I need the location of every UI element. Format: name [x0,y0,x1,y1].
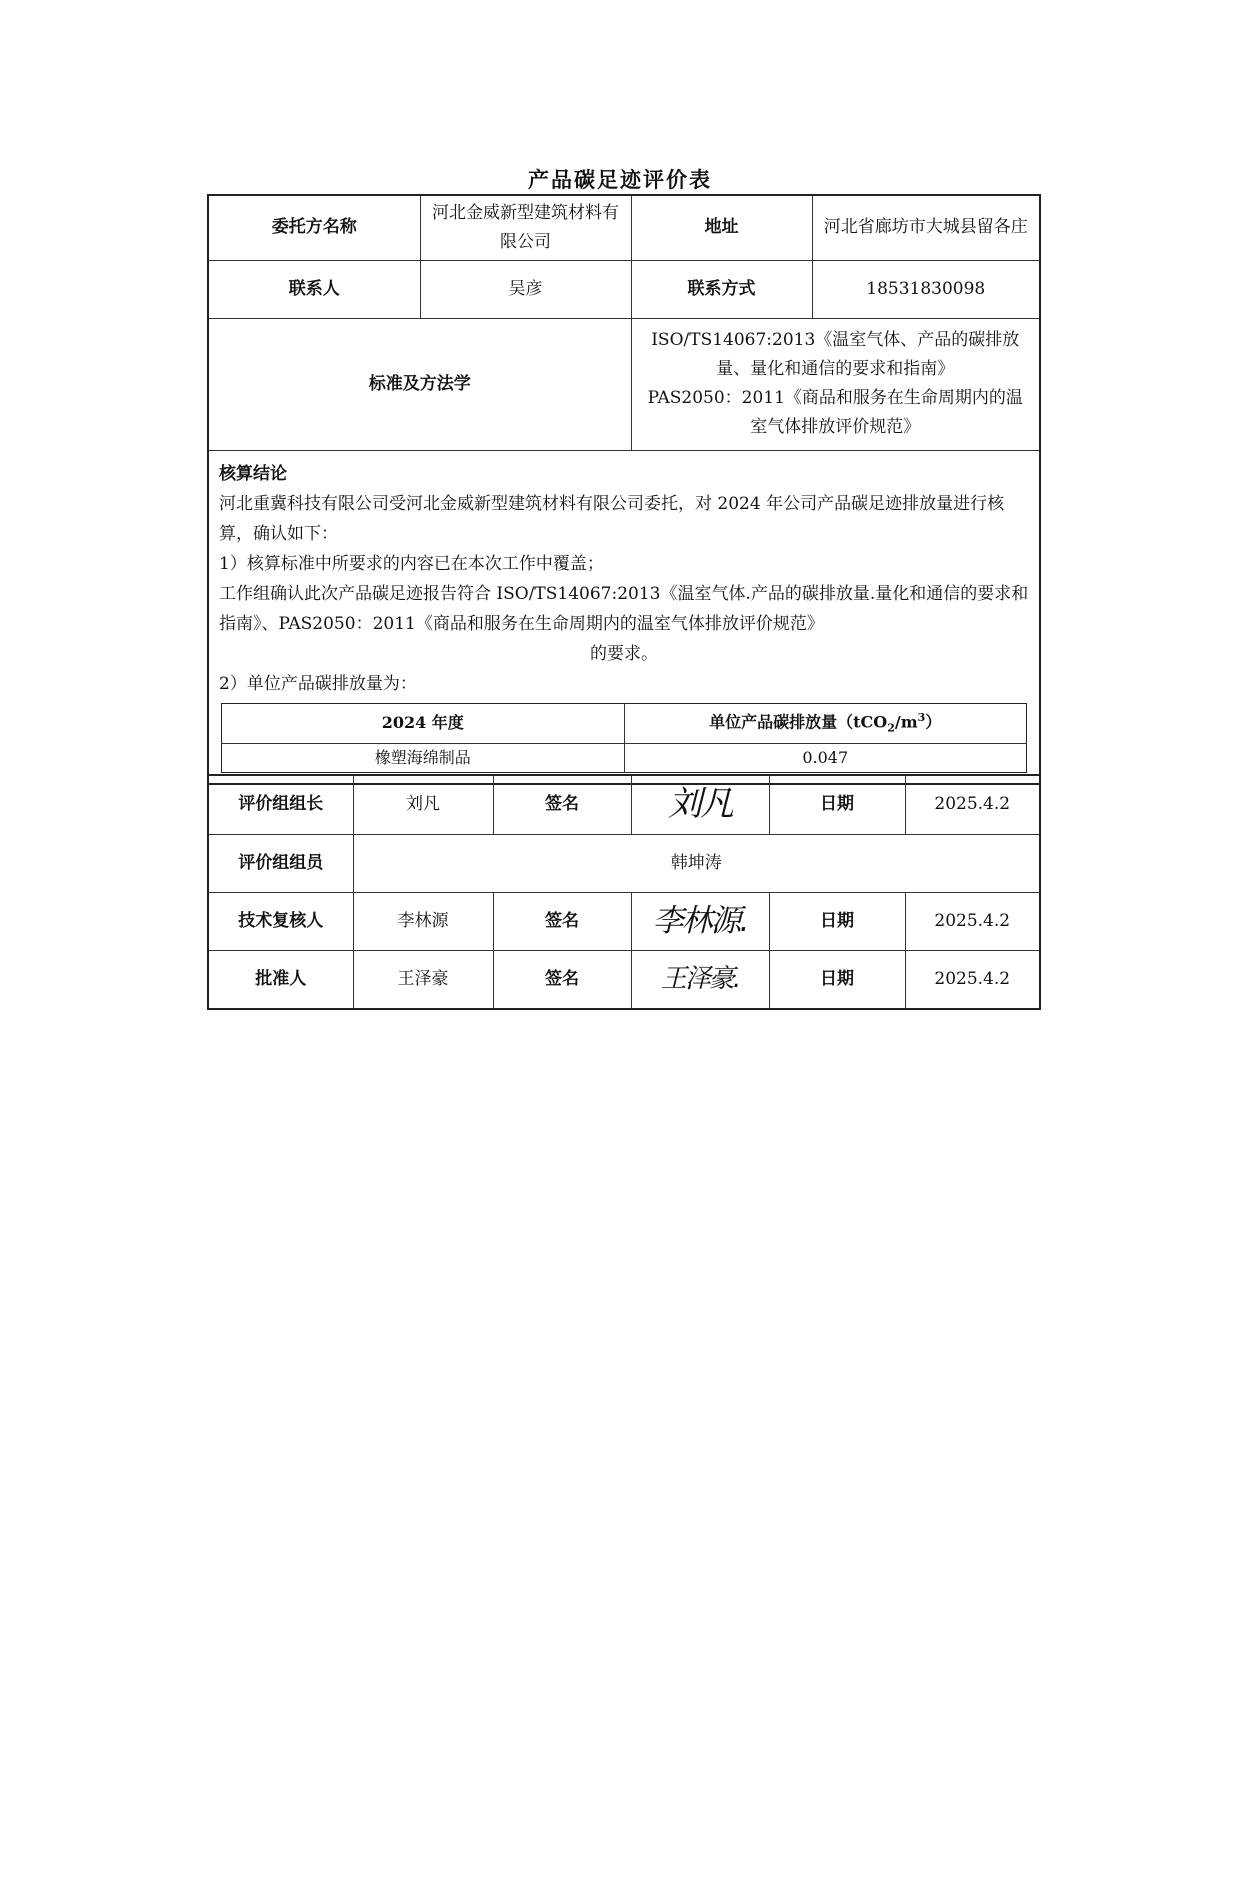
role-label: 评价组组长 [209,776,353,834]
address-value: 河北省廊坊市大城县留各庄 [812,196,1039,260]
unit-prefix: 单位产品碳排放量（tCO [709,712,888,732]
contact-label: 联系人 [209,260,420,318]
contact-method-label: 联系方式 [631,260,812,318]
date-label: 日期 [769,776,905,834]
signoff-row-member [209,834,1039,892]
info-table-frame [207,194,1041,785]
signoff-table-frame [207,774,1041,1010]
sign-label: 签名 [493,892,631,950]
conclusion-item-1: 1）核算标准中所要求的内容已在本次工作中覆盖； [219,554,604,574]
handwritten-signature: 刘凡 [631,776,769,834]
person-name: 李林源 [353,892,493,950]
emission-col-year: 2024 年度 [222,704,625,744]
signoff-row-reviewer [209,892,1039,950]
signoff-row-approver [209,950,1039,1008]
person-name: 刘凡 [353,776,493,834]
contact-value: 吴彦 [420,260,631,318]
emission-table [221,703,1027,773]
date-value: 2025.4.2 [905,892,1039,950]
standards-row [209,318,1039,450]
emission-data-row [222,743,1027,772]
emission-col-unit [624,704,1027,744]
sign-label: 签名 [493,776,631,834]
signoff-row-leader [209,776,1039,834]
role-label: 评价组组员 [209,834,353,892]
conclusion-confirm-end: 的要求。 [590,644,658,664]
standard-pas: PAS2050：2011《商品和服务在生命周期内的温室气体排放评价规范》 [647,388,1023,438]
standards-label: 标准及方法学 [209,318,631,450]
emission-value: 0.047 [624,743,1027,772]
standard-iso: ISO/TS14067:2013《温室气体、产品的碳排放量、量化和通信的要求和指南》 [651,330,1020,380]
contact-row [209,260,1039,318]
sign-label: 签名 [493,950,631,1008]
date-label: 日期 [769,950,905,1008]
conclusion-confirm: 工作组确认此次产品碳足迹报告符合 ISO/TS14067:2013《温室气体.产品的碳排放量.量化和通信的要求和指南》、PAS2050：2011《商品和服务在生命周期内的温室气体排放评价规范》 [219,584,1029,634]
address-label: 地址 [631,196,812,260]
role-label: 批准人 [209,950,353,1008]
client-label: 委托方名称 [209,196,420,260]
date-label: 日期 [769,892,905,950]
standards-cell [631,318,1039,450]
unit-suffix: ） [925,712,942,732]
date-value: 2025.4.2 [905,776,1039,834]
conclusion-section [209,450,1039,783]
person-name: 韩坤涛 [353,834,1039,892]
unit-mid: /m [894,712,918,732]
unit-sub: 2 [887,721,895,735]
contact-method-value: 18531830098 [812,260,1039,318]
emission-header-row [222,704,1027,744]
emission-product: 橡塑海绵制品 [222,743,625,772]
conclusion-item-2: 2）单位产品碳排放量为： [219,674,417,694]
unit-sup: 3 [917,711,926,724]
date-value: 2025.4.2 [905,950,1039,1008]
person-name: 王泽豪 [353,950,493,1008]
client-value: 河北金威新型建筑材料有限公司 [420,196,631,260]
handwritten-signature: 王泽豪. [631,950,769,1008]
client-row [209,196,1039,260]
role-label: 技术复核人 [209,892,353,950]
handwritten-signature: 李林源. [631,892,769,950]
conclusion-heading: 核算结论 [219,464,287,484]
document-title: 产品碳足迹评价表 [528,167,712,192]
info-table [209,196,1039,450]
signoff-table [209,776,1039,1008]
conclusion-intro: 河北重冀科技有限公司受河北金威新型建筑材料有限公司委托，对 2024 年公司产品碳足迹排放量进行核算，确认如下： [219,494,1005,544]
